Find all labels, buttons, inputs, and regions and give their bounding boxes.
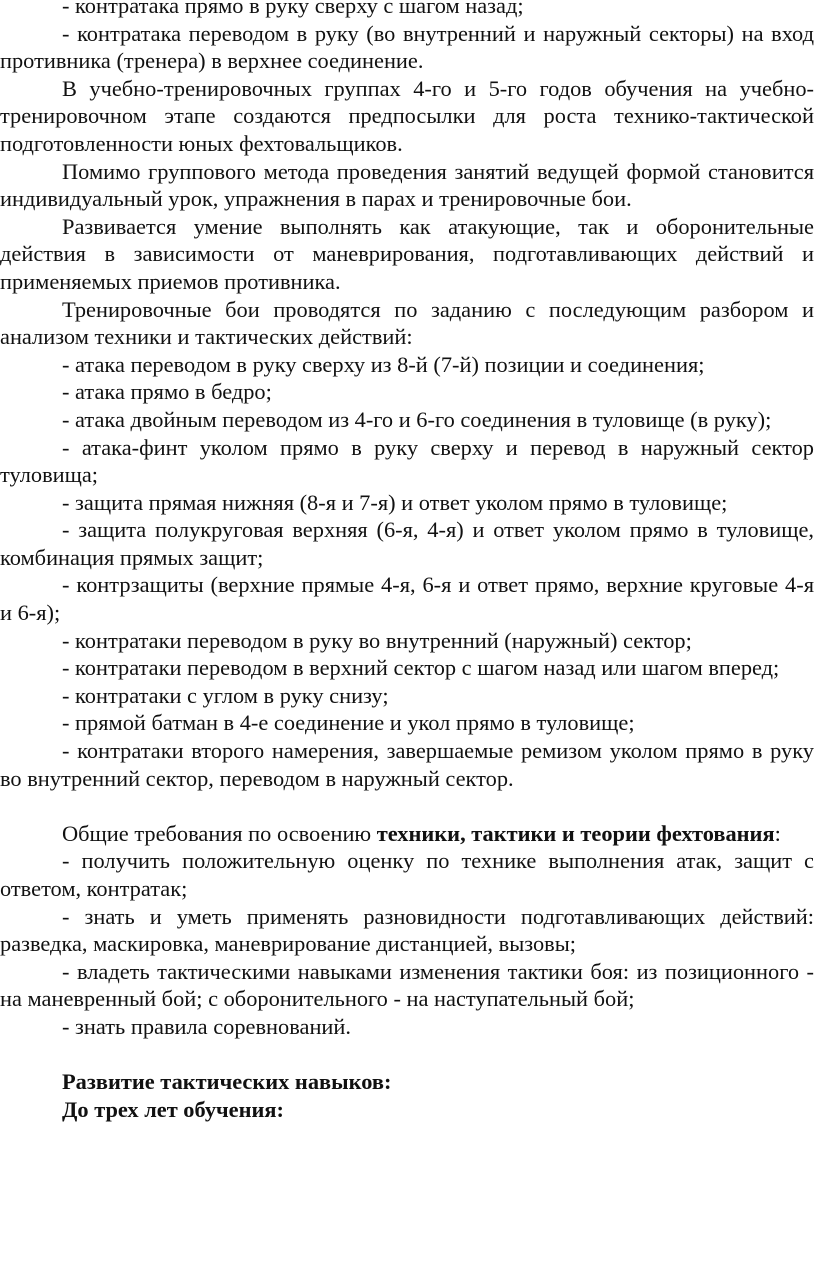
body-paragraph: Развивается умение выполнять как атакующие, так и оборонительные действия в зависимости от маневрирования, подготавливающих действий и применяемых приемов противника. — [0, 213, 814, 294]
training-item: - контратаки переводом в руку во внутренний (наружный) сектор; — [62, 627, 692, 653]
blank-line — [0, 792, 814, 820]
requirement-item: - знать и уметь применять разновидности подготавливающих действий: разведка, маскировка, маневрирование дистанцией, вызовы; — [0, 903, 814, 957]
training-item: - защита полукруговая верхняя (6-я, 4-я) и ответ уколом прямо в туловище, комбинация прямых защит; — [0, 517, 814, 570]
requirements-intro: Общие требования по освоению — [62, 820, 372, 846]
training-item: - контратаки второго намерения, завершаемые ремизом уколом прямо в руку во внутренний сектор, переводом в наружный сектор. — [0, 738, 814, 791]
body-paragraph: Помимо группового метода проведения занятий ведущей формой становится индивидуальный урок, упражнения в парах и тренировочные бои. — [0, 158, 814, 212]
body-paragraph: Тренировочные бои проводятся по заданию с последующим разбором и анализом техники и тактических действий: — [0, 296, 814, 350]
intro-item: - контратака переводом в руку (во внутренний и наружный секторы) на вход противника (тренера) в верхнее соединение. — [0, 20, 814, 74]
subsection-heading: До трех лет обучения: — [62, 1096, 284, 1122]
requirement-item: - знать правила соревнований. — [62, 1013, 351, 1039]
training-item: - атака прямо в бедро; — [62, 379, 272, 405]
body-paragraph: В учебно-тренировочных группах 4-го и 5-го годов обучения на учебно-тренировочном этапе создаются предпосылки для роста технико-тактической подготовленности юных фехтовальщиков. — [0, 75, 814, 156]
intro-item: - контратака прямо в руку сверху с шагом назад; — [62, 0, 524, 18]
training-item: - контратаки с углом в руку снизу; — [62, 682, 389, 708]
requirements-colon: : — [774, 820, 781, 846]
requirement-item: - получить положительную оценку по технике выполнения атак, защит с ответом, контратак; — [0, 848, 814, 901]
training-item: - атака двойным переводом из 4-го и 6-го соединения в туловище (в руку); — [62, 406, 772, 432]
section-heading: Развитие тактических навыков: — [62, 1069, 392, 1095]
training-item: - атака переводом в руку сверху из 8-й (7-й) позиции и соединения; — [62, 351, 705, 377]
requirements-bold-topic: техники, тактики и теории фехтования — [376, 820, 775, 846]
requirement-item: - владеть тактическими навыками изменения тактики боя: из позиционного - на маневренный бой; с оборонительного - на наступательный бой; — [0, 958, 814, 1012]
training-item: - контратаки переводом в верхний сектор с шагом назад или шагом вперед; — [62, 655, 780, 681]
training-item: - защита прямая нижняя (8-я и 7-я) и ответ уколом прямо в туловище; — [62, 489, 728, 515]
training-item: - прямой батман в 4-е соединение и укол прямо в туловище; — [62, 710, 635, 736]
requirements-paragraph — [0, 820, 814, 848]
training-item: - атака-финт уколом прямо в руку сверху и перевод в наружный сектор туловища; — [0, 434, 814, 488]
blank-line — [0, 1041, 814, 1069]
training-item: - контрзащиты (верхние прямые 4-я, 6-я и ответ прямо, верхние круговые 4-я и 6-я); — [0, 572, 814, 626]
